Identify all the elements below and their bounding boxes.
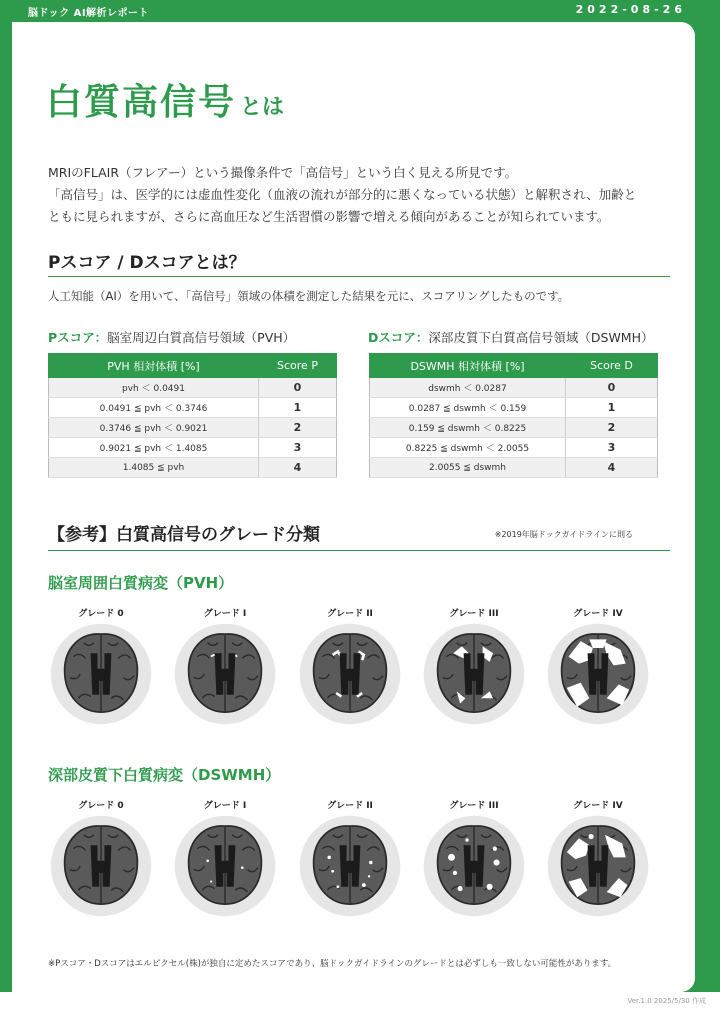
grade-label: グレード 0 [78, 801, 124, 811]
dswmh-grade-1 [170, 798, 280, 918]
table-row: 0.0491 ≦ pvh ＜ 0.3746 1 [49, 398, 337, 418]
score-heading: Pスコア / Dスコアとは？ [48, 253, 246, 273]
table-row: 0.3746 ≦ pvh ＜ 0.9021 2 [49, 418, 337, 438]
table-row: 0.9021 ≦ pvh ＜ 1.4085 3 [49, 438, 337, 458]
table-row: 0.0287 ≦ dswmh ＜ 0.159 1 [370, 398, 658, 418]
d-score-subhead: Dスコア：深部皮質下白質高信号領域（DSWMH） [368, 330, 654, 345]
dswmh-grade-0 [46, 798, 156, 918]
table-row: 0.159 ≦ dswmh ＜ 0.8225 2 [370, 418, 658, 438]
d-score-table [369, 353, 658, 478]
bottom-margin [0, 992, 720, 1020]
grade-label: グレード 0 [78, 609, 124, 619]
dswmh-section-title: 深部皮質下白質病変（DSWMH） [48, 766, 281, 784]
footnote: ※Pスコア・Dスコアはエルピクセル(株)が独自に定めたスコアであり、脳ドックガイドラインのグレードとは必ずしも一致しない可能性があります。 [48, 959, 617, 969]
p-score-subhead: Pスコア：脳室周辺白質高信号領域（PVH） [48, 330, 296, 345]
dswmh-grade-3 [419, 798, 529, 918]
brain-illustration [170, 814, 280, 918]
divider [48, 276, 670, 277]
grade-label: グレード I [203, 609, 247, 619]
p-col-volume: PVH 相対体積 [%] [49, 354, 259, 378]
page-title: 白質高信号 とは [46, 82, 285, 123]
pvh-grade-3 [419, 606, 529, 726]
d-col-score: Score D [566, 354, 658, 378]
dswmh-grade-2 [295, 798, 405, 918]
report-date: 2022-08-26 [575, 3, 686, 16]
brain-illustration [170, 622, 280, 726]
brain-illustration [295, 622, 405, 726]
page-title-suffix: とは [240, 95, 285, 120]
grade-label: グレード IV [573, 801, 623, 811]
brain-illustration [543, 622, 653, 726]
table-row: 0.8225 ≦ dswmh ＜ 2.0055 3 [370, 438, 658, 458]
grade-heading: 【参考】白質高信号のグレード分類 [48, 525, 320, 545]
grade-label: グレード II [327, 609, 373, 619]
p-col-score: Score P [259, 354, 337, 378]
grade-label: グレード III [449, 801, 499, 811]
grade-label: グレード II [327, 801, 373, 811]
brain-illustration [419, 622, 529, 726]
brain-illustration [46, 814, 156, 918]
d-col-volume: DSWMH 相対体積 [%] [370, 354, 566, 378]
divider [48, 550, 670, 551]
pvh-grade-0 [46, 606, 156, 726]
pvh-grade-1 [170, 606, 280, 726]
grade-label: グレード IV [573, 609, 623, 619]
table-row: pvh ＜ 0.0491 0 [49, 378, 337, 398]
version-label: Ver.1.0 2025/5/30 作成 [627, 997, 706, 1005]
p-score-table [48, 353, 337, 478]
pvh-section-title: 脳室周囲白質病変（PVH） [48, 574, 234, 592]
page-sheet [12, 22, 695, 992]
pvh-grade-2 [295, 606, 405, 726]
table-row: 2.0055 ≦ dswmh 4 [370, 458, 658, 478]
brain-illustration [295, 814, 405, 918]
table-row: 1.4085 ≦ pvh 4 [49, 458, 337, 478]
report-brand: 脳ドック AI解析レポート [28, 8, 150, 19]
dswmh-grade-4 [543, 798, 653, 918]
brain-illustration [543, 814, 653, 918]
top-bar [0, 0, 720, 22]
table-row: dswmh ＜ 0.0287 0 [370, 378, 658, 398]
score-lead: 人工知能（AI）を用いて、「高信号」領域の体積を測定した結果を元に、スコアリングしたものです。 [48, 289, 570, 303]
brain-illustration [46, 622, 156, 726]
intro-paragraph: MRIのFLAIR（フレアー）という撮像条件で「高信号」という白く見える所見です。 「高信号」は、医学的には虚血性変化（血液の流れが部分的に悪くなっている状態）と解釈され、加齢と ともに見られますが、さらに高血圧など生活習慣の影響で増える傾向があることが知られています。 [48, 165, 637, 224]
brain-illustration [419, 814, 529, 918]
grade-label: グレード III [449, 609, 499, 619]
pvh-grade-4 [543, 606, 653, 726]
guideline-note: ※2019年脳ドックガイドラインに則る [494, 530, 633, 539]
grade-label: グレード I [203, 801, 247, 811]
